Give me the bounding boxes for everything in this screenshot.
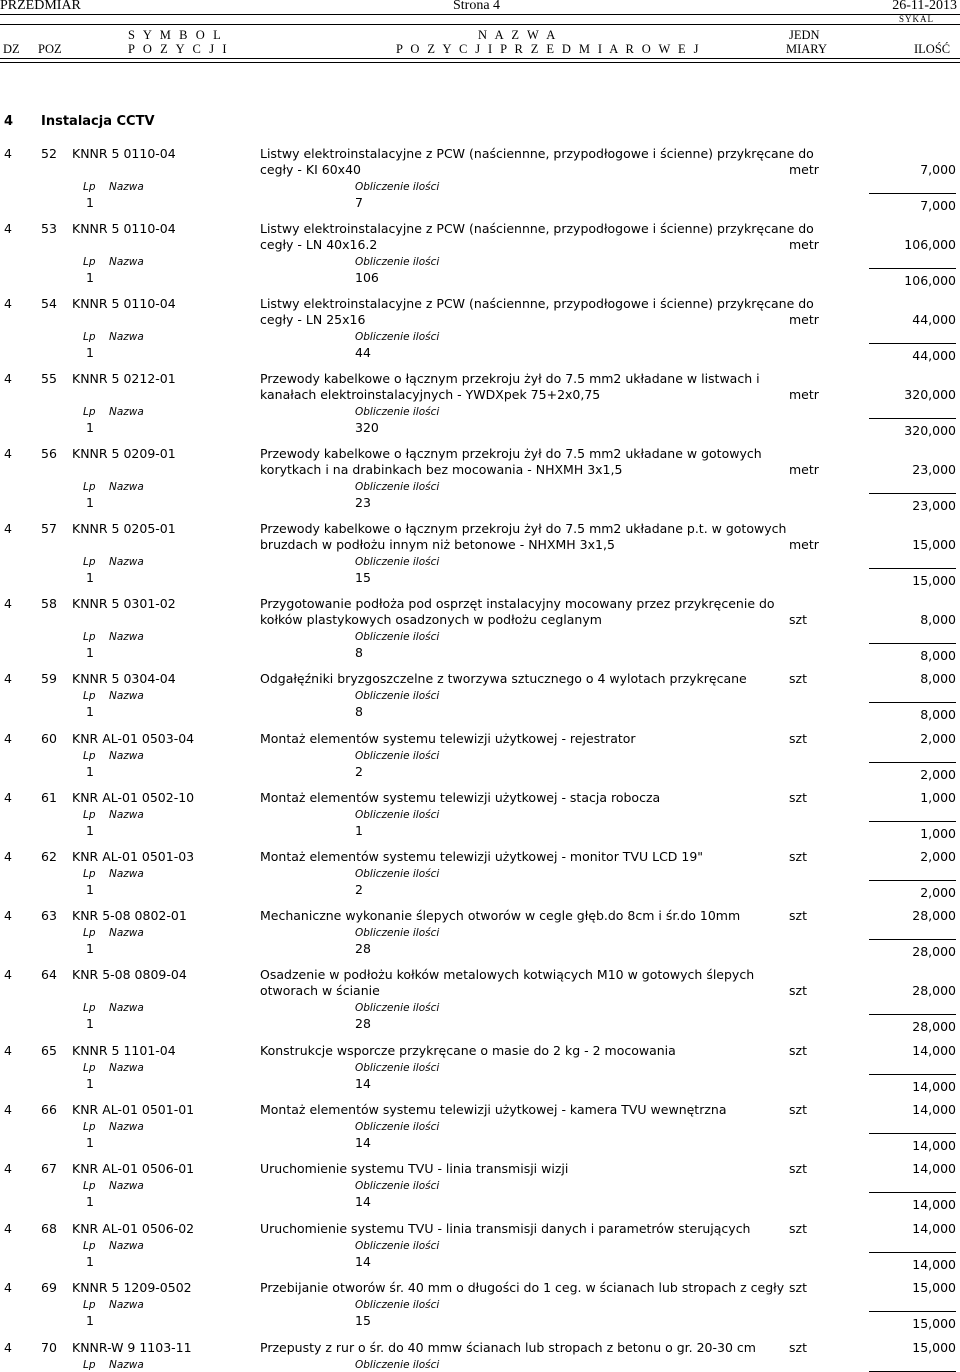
item-name [260, 671, 788, 687]
item-name [260, 521, 788, 553]
calc-label-obliczenie: Obliczenie ilości [355, 1002, 440, 1014]
item-unit: szt [789, 908, 807, 923]
item-name-line: Przewody kabelkowe o łącznym przekroju żył do 7.5 mm2 układane w gotowych [260, 446, 762, 461]
item-poz: 57 [41, 521, 57, 536]
item-name-line: kołków plastykowych osadzonych w podłożu ceglanym [260, 612, 602, 627]
calc-lp-value: 1 [86, 764, 94, 779]
sum-rule [869, 821, 956, 822]
item-name-line: Przygotowanie podłoża pod osprzęt instalacyjny mocowany przez przykręcenie do [260, 596, 775, 611]
calc-expression: 14 [355, 1194, 371, 1209]
calc-lp-value: 1 [86, 1313, 94, 1328]
item-dz: 4 [4, 1043, 12, 1058]
calc-lp-value: 1 [86, 1016, 94, 1031]
item-name-line: otworach w ścianie [260, 983, 380, 998]
calc-expression: 23 [355, 495, 371, 510]
item-poz: 65 [41, 1043, 57, 1058]
calc-label-obliczenie: Obliczenie ilości [355, 690, 440, 702]
item-quantity: 106,000 [904, 237, 956, 252]
item-quantity: 2,000 [920, 731, 956, 746]
calc-total: 320,000 [904, 423, 956, 438]
item-unit: szt [789, 612, 807, 627]
calc-label-obliczenie: Obliczenie ilości [355, 1121, 440, 1133]
item-poz: 64 [41, 967, 57, 982]
calc-label-obliczenie: Obliczenie ilości [355, 1359, 440, 1371]
item-name-line: bruzdach w podłożu innym niż betonowe - NHXMH 3x1,5 [260, 537, 615, 552]
item-name-line: Listwy elektroinstalacyjne z PCW (naściennne, przypodłogowe i ścienne) przykręcane do [260, 146, 814, 161]
item-symbol: KNR AL-01 0501-03 [72, 849, 195, 864]
calc-total: 15,000 [912, 573, 956, 588]
item-quantity: 7,000 [920, 162, 956, 177]
calc-expression: 106 [355, 270, 379, 285]
calc-expression: 2 [355, 764, 363, 779]
calc-label-nazwa: Nazwa [109, 631, 144, 643]
calc-lp-value: 1 [86, 1135, 94, 1150]
item-name-line: cegły - LN 40x16.2 [260, 237, 378, 252]
item-name [260, 1340, 788, 1356]
item-name [260, 371, 788, 403]
calc-total: 2,000 [920, 767, 956, 782]
item-name-line: Przebijanie otworów śr. 40 mm o długości do 1 ceg. w ścianach lub stropach z cegły [260, 1280, 785, 1295]
item-quantity: 28,000 [912, 983, 956, 998]
item-name [260, 1221, 788, 1237]
calc-expression: 7 [355, 195, 363, 210]
calc-label-lp: Lp [83, 1180, 96, 1192]
item-unit: metr [789, 537, 819, 552]
calc-label-lp: Lp [83, 631, 96, 643]
item-quantity: 2,000 [920, 849, 956, 864]
item-dz: 4 [4, 908, 12, 923]
item-name [260, 1043, 788, 1059]
item-name-line: Montaż elementów systemu telewizji użytkowej - stacja robocza [260, 790, 661, 805]
item-name-line: Mechaniczne wykonanie ślepych otworów w cegle głęb.do 8cm i śr.do 10mm [260, 908, 741, 923]
item-name-line: Odgałęźniki bryzgoszczelne z tworzywa sztucznego o 4 wylotach przykręcane [260, 671, 747, 686]
calc-label-lp: Lp [83, 481, 96, 493]
calc-label-lp: Lp [83, 690, 96, 702]
sum-rule [869, 418, 956, 419]
item-unit: szt [789, 731, 807, 746]
item-name-line: Listwy elektroinstalacyjne z PCW (naściennne, przypodłogowe i ścienne) przykręcane do [260, 296, 814, 311]
calc-lp-value: 1 [86, 645, 94, 660]
calc-label-nazwa: Nazwa [109, 1240, 144, 1252]
item-name [260, 967, 788, 999]
calc-lp-value: 1 [86, 823, 94, 838]
calc-label-lp: Lp [83, 406, 96, 418]
item-symbol: KNR AL-01 0501-01 [72, 1102, 195, 1117]
calc-total: 23,000 [912, 498, 956, 513]
calc-total: 28,000 [912, 944, 956, 959]
item-dz: 4 [4, 521, 12, 536]
item-unit: szt [789, 1043, 807, 1058]
calc-lp-value: 1 [86, 570, 94, 585]
item-name-line: Przewody kabelkowe o łącznym przekroju żył do 7.5 mm2 układane p.t. w gotowych [260, 521, 787, 536]
item-unit: szt [789, 1280, 807, 1295]
sum-rule [869, 493, 956, 494]
item-name-line: Uruchomienie systemu TVU - linia transmisji wizji [260, 1161, 569, 1176]
item-symbol: KNR AL-01 0503-04 [72, 731, 195, 746]
calc-label-nazwa: Nazwa [109, 809, 144, 821]
calc-total: 28,000 [912, 1019, 956, 1034]
item-dz: 4 [4, 221, 12, 236]
sum-rule [869, 1074, 956, 1075]
item-quantity: 320,000 [904, 387, 956, 402]
item-unit: szt [789, 849, 807, 864]
calc-expression: 8 [355, 645, 363, 660]
header-rule [0, 24, 960, 25]
item-quantity: 14,000 [912, 1102, 956, 1117]
calc-label-lp: Lp [83, 1359, 96, 1371]
calc-lp-value: 1 [86, 420, 94, 435]
sum-rule [869, 1014, 956, 1015]
item-dz: 4 [4, 671, 12, 686]
item-name-line: Przepusty z rur o śr. do 40 mmw ścianach lub stropach z betonu o gr. 20-30 cm [260, 1340, 756, 1355]
item-name-line: Uruchomienie systemu TVU - linia transmisji danych i parametrów sterujących [260, 1221, 751, 1236]
section-title: Instalacja CCTV [41, 114, 155, 129]
item-symbol: KNR AL-01 0506-02 [72, 1221, 195, 1236]
calc-lp-value: 1 [86, 704, 94, 719]
item-name-line: Konstrukcje wsporcze przykręcane o masie do 2 kg - 2 mocowania [260, 1043, 676, 1058]
calc-expression: 28 [355, 1016, 371, 1031]
sum-rule [869, 1192, 956, 1193]
item-dz: 4 [4, 1221, 12, 1236]
calc-label-lp: Lp [83, 256, 96, 268]
item-symbol: KNNR 5 0110-04 [72, 146, 176, 161]
header-pozycji-przedmiarowej: P O Z Y C J I P R Z E D M I A R O W E J [396, 42, 701, 56]
item-symbol: KNNR 5 0212-01 [72, 371, 176, 386]
sum-rule [869, 762, 956, 763]
calc-lp-value: 1 [86, 345, 94, 360]
item-symbol: KNR AL-01 0506-01 [72, 1161, 195, 1176]
item-name-line: cegły - LN 25x16 [260, 312, 366, 327]
item-symbol: KNNR-W 9 1103-11 [72, 1340, 192, 1355]
item-dz: 4 [4, 1161, 12, 1176]
header-dz: DZ [3, 42, 20, 56]
document-date: 26-11-2013 [892, 0, 957, 13]
item-symbol: KNNR 5 0205-01 [72, 521, 176, 536]
item-dz: 4 [4, 1280, 12, 1295]
calc-expression: 14 [355, 1076, 371, 1091]
calc-label-lp: Lp [83, 556, 96, 568]
sum-rule [869, 1252, 956, 1253]
calc-label-obliczenie: Obliczenie ilości [355, 1240, 440, 1252]
calc-total: 14,000 [912, 1197, 956, 1212]
sum-rule [869, 1133, 956, 1134]
item-quantity: 1,000 [920, 790, 956, 805]
calc-label-nazwa: Nazwa [109, 868, 144, 880]
calc-label-obliczenie: Obliczenie ilości [355, 331, 440, 343]
calc-total: 14,000 [912, 1138, 956, 1153]
calc-label-nazwa: Nazwa [109, 481, 144, 493]
item-quantity: 44,000 [912, 312, 956, 327]
calc-label-nazwa: Nazwa [109, 1299, 144, 1311]
item-poz: 55 [41, 371, 57, 386]
item-dz: 4 [4, 371, 12, 386]
item-dz: 4 [4, 296, 12, 311]
calc-label-lp: Lp [83, 181, 96, 193]
calc-label-obliczenie: Obliczenie ilości [355, 1062, 440, 1074]
header-pozycji: P O Z Y C J I [128, 42, 230, 56]
calc-lp-value: 1 [86, 195, 94, 210]
item-name-line: Listwy elektroinstalacyjne z PCW (naściennne, przypodłogowe i ścienne) przykręcane do [260, 221, 814, 236]
calc-total: 1,000 [920, 826, 956, 841]
item-unit: szt [789, 1221, 807, 1236]
item-poz: 59 [41, 671, 57, 686]
item-name [260, 731, 788, 747]
item-symbol: KNR AL-01 0502-10 [72, 790, 195, 805]
calc-expression: 15 [355, 570, 371, 585]
calc-label-nazwa: Nazwa [109, 181, 144, 193]
calc-expression: 14 [355, 1135, 371, 1150]
item-unit: metr [789, 237, 819, 252]
calc-label-nazwa: Nazwa [109, 1002, 144, 1014]
calc-lp-value: 1 [86, 1194, 94, 1209]
calc-label-obliczenie: Obliczenie ilości [355, 927, 440, 939]
item-quantity: 15,000 [912, 537, 956, 552]
calc-label-lp: Lp [83, 1002, 96, 1014]
calc-total: 8,000 [920, 707, 956, 722]
item-poz: 66 [41, 1102, 57, 1117]
page-number: Strona 4 [453, 0, 501, 13]
calc-label-nazwa: Nazwa [109, 1121, 144, 1133]
calc-label-nazwa: Nazwa [109, 1062, 144, 1074]
calc-label-obliczenie: Obliczenie ilości [355, 750, 440, 762]
calc-expression: 14 [355, 1254, 371, 1269]
calc-total: 15,000 [912, 1316, 956, 1331]
item-symbol: KNR 5-08 0802-01 [72, 908, 187, 923]
item-symbol: KNNR 5 1209-0502 [72, 1280, 192, 1295]
calc-label-nazwa: Nazwa [109, 331, 144, 343]
item-name-line: Montaż elementów systemu telewizji użytkowej - monitor TVU LCD 19" [260, 849, 704, 864]
calc-label-obliczenie: Obliczenie ilości [355, 256, 440, 268]
item-name-line: korytkach i na drabinkach bez mocowania - NHXMH 3x1,5 [260, 462, 623, 477]
calc-label-obliczenie: Obliczenie ilości [355, 809, 440, 821]
item-poz: 56 [41, 446, 57, 461]
calc-expression: 8 [355, 704, 363, 719]
item-name [260, 596, 788, 628]
item-dz: 4 [4, 731, 12, 746]
calc-label-lp: Lp [83, 1121, 96, 1133]
calc-label-nazwa: Nazwa [109, 927, 144, 939]
calc-lp-value: 1 [86, 1076, 94, 1091]
item-poz: 54 [41, 296, 57, 311]
item-name [260, 849, 788, 865]
item-unit: metr [789, 387, 819, 402]
item-quantity: 14,000 [912, 1221, 956, 1236]
item-symbol: KNNR 5 0301-02 [72, 596, 176, 611]
item-name [260, 1102, 788, 1118]
item-dz: 4 [4, 1340, 12, 1355]
item-name-line: Osadzenie w podłożu kołków metalowych kotwiących M10 w gotowych ślepych [260, 967, 755, 982]
header-nazwa: N A Z W A [478, 28, 558, 42]
item-quantity: 14,000 [912, 1161, 956, 1176]
calc-expression: 2 [355, 882, 363, 897]
calc-label-lp: Lp [83, 809, 96, 821]
calc-label-obliczenie: Obliczenie ilości [355, 868, 440, 880]
calc-label-nazwa: Nazwa [109, 1359, 144, 1371]
sum-rule [869, 702, 956, 703]
item-symbol: KNNR 5 0110-04 [72, 221, 176, 236]
document-title: PRZEDMIAR [0, 0, 81, 13]
calc-total: 2,000 [920, 885, 956, 900]
item-dz: 4 [4, 446, 12, 461]
sum-rule [869, 880, 956, 881]
calc-label-nazwa: Nazwa [109, 256, 144, 268]
header-double-rule [0, 58, 960, 63]
calc-total: 14,000 [912, 1079, 956, 1094]
item-poz: 58 [41, 596, 57, 611]
header-miary: MIARY [786, 42, 827, 56]
sum-rule [869, 268, 956, 269]
item-unit: szt [789, 1161, 807, 1176]
header-ilosc: ILOŚĆ [914, 42, 951, 56]
item-poz: 63 [41, 908, 57, 923]
calc-label-nazwa: Nazwa [109, 556, 144, 568]
item-poz: 62 [41, 849, 57, 864]
header-poz: POZ [38, 42, 62, 56]
item-quantity: 15,000 [912, 1340, 956, 1355]
sum-rule [869, 1311, 956, 1312]
item-dz: 4 [4, 596, 12, 611]
item-poz: 69 [41, 1280, 57, 1295]
calc-label-obliczenie: Obliczenie ilości [355, 481, 440, 493]
sum-rule [869, 568, 956, 569]
calc-label-obliczenie: Obliczenie ilości [355, 556, 440, 568]
item-dz: 4 [4, 1102, 12, 1117]
calc-total: 14,000 [912, 1257, 956, 1272]
item-name-line: cegły - KI 60x40 [260, 162, 361, 177]
section-number: 4 [4, 114, 14, 129]
calc-lp-value: 1 [86, 270, 94, 285]
item-unit: szt [789, 790, 807, 805]
item-name-line: Montaż elementów systemu telewizji użytkowej - rejestrator [260, 731, 636, 746]
calc-label-nazwa: Nazwa [109, 1180, 144, 1192]
calc-expression: 320 [355, 420, 379, 435]
item-poz: 53 [41, 221, 57, 236]
calc-total: 44,000 [912, 348, 956, 363]
item-unit: metr [789, 312, 819, 327]
item-symbol: KNR 5-08 0809-04 [72, 967, 187, 982]
item-poz: 52 [41, 146, 57, 161]
item-quantity: 23,000 [912, 462, 956, 477]
calc-lp-value: 1 [86, 941, 94, 956]
calc-label-lp: Lp [83, 750, 96, 762]
sum-rule [869, 643, 956, 644]
header-symbol: S Y M B O L [128, 28, 224, 42]
item-symbol: KNNR 5 0304-04 [72, 671, 176, 686]
item-unit: szt [789, 983, 807, 998]
item-name [260, 1280, 788, 1296]
calc-lp-value: 1 [86, 882, 94, 897]
item-quantity: 14,000 [912, 1043, 956, 1058]
calc-label-lp: Lp [83, 927, 96, 939]
item-poz: 60 [41, 731, 57, 746]
item-name-line: kanałach elektroinstalacyjnych - YWDXpek 75+2x0,75 [260, 387, 601, 402]
calc-label-obliczenie: Obliczenie ilości [355, 631, 440, 643]
calc-total: 106,000 [904, 273, 956, 288]
calc-label-nazwa: Nazwa [109, 750, 144, 762]
software-name: SYKAL [898, 14, 934, 24]
item-name-line: Przewody kabelkowe o łącznym przekroju żył do 7.5 mm2 układane w listwach i [260, 371, 760, 386]
sum-rule [869, 939, 956, 940]
item-name [260, 1161, 788, 1177]
item-dz: 4 [4, 967, 12, 982]
calc-label-nazwa: Nazwa [109, 690, 144, 702]
sum-rule [869, 193, 956, 194]
calc-label-lp: Lp [83, 868, 96, 880]
item-quantity: 8,000 [920, 671, 956, 686]
item-unit: szt [789, 1340, 807, 1355]
calc-label-obliczenie: Obliczenie ilości [355, 406, 440, 418]
item-symbol: KNNR 5 0110-04 [72, 296, 176, 311]
item-quantity: 8,000 [920, 612, 956, 627]
calc-label-obliczenie: Obliczenie ilości [355, 1299, 440, 1311]
item-symbol: KNNR 5 0209-01 [72, 446, 176, 461]
page-top-bar [0, 0, 960, 14]
calc-label-obliczenie: Obliczenie ilości [355, 1180, 440, 1192]
calc-lp-value: 1 [86, 495, 94, 510]
top-rule [0, 14, 960, 15]
calc-label-lp: Lp [83, 331, 96, 343]
calc-label-lp: Lp [83, 1299, 96, 1311]
item-name [260, 908, 788, 924]
item-name [260, 446, 788, 478]
calc-expression: 1 [355, 823, 363, 838]
item-poz: 70 [41, 1340, 57, 1355]
calc-total: 7,000 [920, 198, 956, 213]
header-jedn: JEDN [789, 28, 820, 42]
item-poz: 67 [41, 1161, 57, 1176]
calc-label-lp: Lp [83, 1240, 96, 1252]
calc-label-lp: Lp [83, 1062, 96, 1074]
item-poz: 61 [41, 790, 57, 805]
item-poz: 68 [41, 1221, 57, 1236]
item-name [260, 790, 788, 806]
calc-expression: 28 [355, 941, 371, 956]
calc-total: 8,000 [920, 648, 956, 663]
item-dz: 4 [4, 849, 12, 864]
item-unit: szt [789, 671, 807, 686]
sum-rule [869, 343, 956, 344]
item-quantity: 15,000 [912, 1280, 956, 1295]
item-dz: 4 [4, 790, 12, 805]
item-symbol: KNNR 5 1101-04 [72, 1043, 176, 1058]
item-dz: 4 [4, 146, 12, 161]
calc-lp-value: 1 [86, 1254, 94, 1269]
item-name-line: Montaż elementów systemu telewizji użytkowej - kamera TVU wewnętrzna [260, 1102, 727, 1117]
item-quantity: 28,000 [912, 908, 956, 923]
calc-expression: 15 [355, 1313, 371, 1328]
item-unit: metr [789, 462, 819, 477]
item-unit: metr [789, 162, 819, 177]
item-unit: szt [789, 1102, 807, 1117]
calc-label-obliczenie: Obliczenie ilości [355, 181, 440, 193]
calc-label-nazwa: Nazwa [109, 406, 144, 418]
calc-expression: 44 [355, 345, 371, 360]
